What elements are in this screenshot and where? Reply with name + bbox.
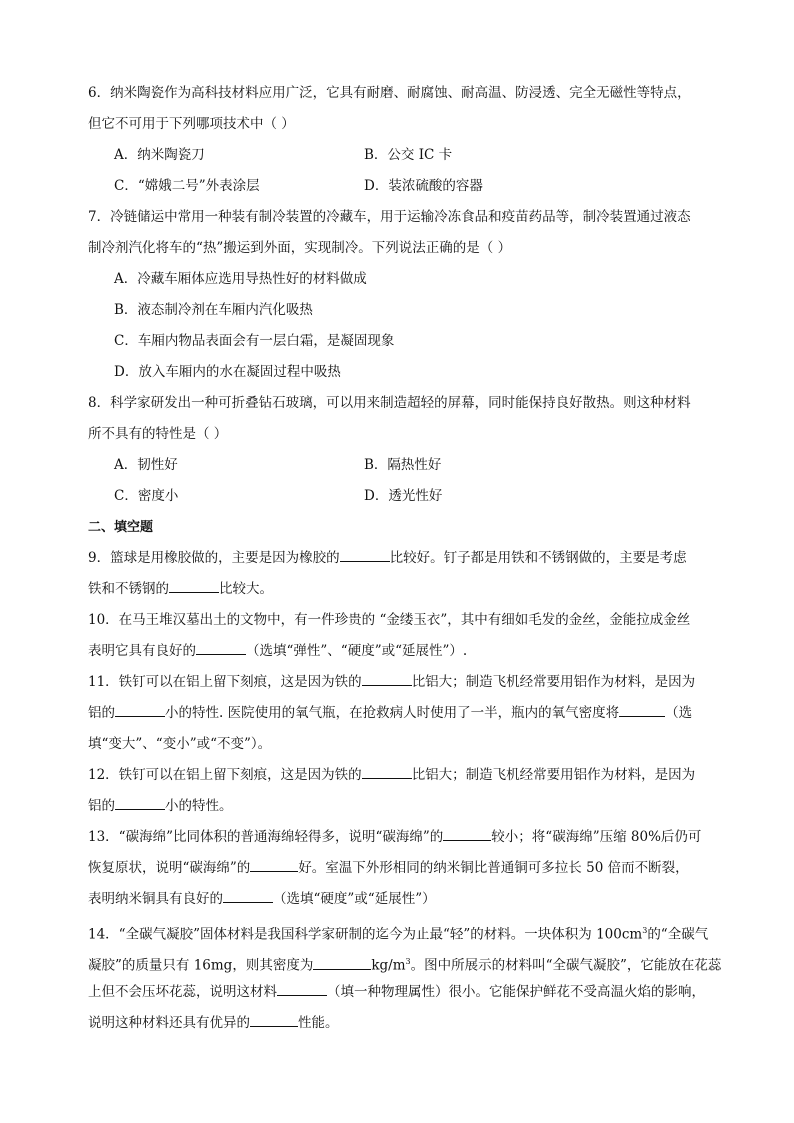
q11-line-1 — [88, 667, 728, 698]
q13-line-2 — [88, 853, 728, 884]
q10-text-2b: （选填“弹性”、“硬度”或“延展性”）. — [246, 643, 468, 659]
answer-blank[interactable] — [340, 546, 390, 562]
q9-text-1a: 9．篮球是用橡胶做的，主要是因为橡胶的 — [88, 550, 340, 566]
answer-blank[interactable] — [196, 639, 246, 655]
q14-text-2b: kg/m — [371, 957, 406, 974]
q8-option-a: A．韧性好 — [114, 457, 178, 473]
q13-text-1b: 较小；将“碳海绵”压缩 80%后仍可 — [491, 829, 702, 845]
q11-text-1a: 11．铁钉可以在铝上留下刻痕，这是因为铁的 — [88, 674, 362, 690]
q7-option-c: C．车厢内物品表面会有一层白霜，是凝固现象 — [114, 333, 395, 349]
q6-option-a: A．纳米陶瓷刀 — [114, 147, 205, 163]
q8-options-row-1 — [88, 450, 728, 481]
q13-line-3 — [88, 884, 728, 915]
q12-text-2a: 铝的 — [88, 798, 115, 814]
q14-text-1a: 14．“全碳气凝胶”固体材料是我国科学家研制的迄今为止最“轻”的材料。一块体积为 100cm — [88, 926, 643, 943]
q14-line-1 — [88, 915, 728, 946]
q6-line-2: 但它不可用于下列哪项技术中（ ） — [88, 116, 295, 132]
q13-line-1 — [88, 822, 728, 853]
section-heading-fill-in: 二、填空题 — [88, 520, 154, 535]
q8-options-row-2 — [88, 481, 728, 512]
q11-text-2c: （选 — [665, 705, 693, 721]
q6-option-d: D．装浓硫酸的容器 — [364, 178, 483, 194]
q7-option-a: A．冷藏车厢体应选用导热性好的材料做成 — [114, 271, 367, 287]
answer-blank[interactable] — [619, 701, 665, 717]
superscript: 3 — [405, 957, 411, 966]
q11-text-1b: 比铝大；制造飞机经常要用铝作为材料，是因为 — [411, 674, 696, 690]
q9-text-2b: 比较大。 — [219, 581, 273, 597]
q12-line-2 — [88, 791, 728, 822]
q14-text-1b: 的“全碳气 — [647, 926, 709, 943]
q9-line-1 — [88, 543, 728, 574]
q6-option-b: B．公交 IC 卡 — [364, 147, 453, 163]
answer-blank[interactable] — [443, 825, 491, 841]
q11-line-2 — [88, 698, 728, 729]
q12-line-1 — [88, 760, 728, 791]
q7-option-d: D．放入车厢内的水在凝固过程中吸热 — [114, 364, 341, 380]
q14-line-4 — [88, 1008, 728, 1039]
answer-blank[interactable] — [223, 887, 273, 903]
q12-text-2b: 小的特性。 — [165, 798, 233, 814]
q11-text-2b: 小的特性. 医院使用的氧气瓶，在抢救病人时使用了一半，瓶内的氧气密度将 — [165, 705, 620, 721]
q11-line-3: 填“变大”、“变小”或“不变”）。 — [88, 736, 272, 752]
answer-blank[interactable] — [313, 954, 371, 970]
q14-text-4a: 说明这种材料还具有优异的 — [88, 1015, 250, 1031]
worksheet-page — [88, 78, 728, 1039]
q9-text-2a: 铁和不锈钢的 — [88, 581, 169, 597]
q8-option-d: D．透光性好 — [364, 488, 443, 504]
q8-line-1: 8．科学家研发出一种可折叠钻石玻璃，可以用来制造超轻的屏幕，同时能保持良好散热。则这种材料 — [88, 395, 691, 411]
answer-blank[interactable] — [277, 980, 327, 996]
q14-text-3b: （填一种物理属性）很小。它能保护鲜花不受高温火焰的影响， — [327, 984, 705, 1000]
q7-line-2: 制冷剂汽化将车的“热”搬运到外面，实现制冷。下列说法正确的是（ ） — [88, 240, 512, 256]
superscript: 3 — [642, 926, 648, 935]
answer-blank[interactable] — [169, 577, 219, 593]
q9-line-2 — [88, 574, 728, 605]
q12-text-1b: 比铝大；制造飞机经常要用铝作为材料，是因为 — [411, 767, 696, 783]
answer-blank[interactable] — [250, 1011, 298, 1027]
q13-text-3a: 表明纳米铜具有良好的 — [88, 891, 223, 907]
answer-blank[interactable] — [250, 856, 298, 872]
answer-blank[interactable] — [362, 670, 412, 686]
q13-text-2a: 恢复原状，说明“碳海绵”的 — [88, 860, 251, 876]
answer-blank[interactable] — [115, 701, 165, 717]
q14-text-4b: 性能。 — [298, 1015, 339, 1031]
q8-line-2: 所不具有的特性是（ ） — [88, 426, 228, 442]
q7-option-b: B．液态制冷剂在车厢内汽化吸热 — [114, 302, 313, 318]
answer-blank[interactable] — [115, 794, 165, 810]
q13-text-1a: 13．“碳海绵”比同体积的普通海绵轻得多，说明“碳海绵”的 — [88, 829, 444, 845]
q14-line-2 — [88, 946, 728, 977]
q6-options-row-2 — [88, 171, 728, 202]
q14-line-3 — [88, 977, 728, 1008]
q10-line-1: 10．在马王堆汉墓出土的文物中，有一件珍贵的 “金缕玉衣”，其中有细如毛发的金丝，金能拉成金丝 — [88, 612, 691, 628]
q11-text-2a: 铝的 — [88, 705, 115, 721]
q14-text-2a: 凝胶”的质量只有 16mg，则其密度为 — [88, 957, 314, 974]
q14-text-2c: 。图中所展示的材料叫“全碳气凝胶”，它能放在花蕊 — [410, 957, 722, 974]
q8-option-c: C．密度小 — [114, 488, 179, 504]
q13-text-3b: （选填“硬度”或“延展性”） — [273, 891, 436, 907]
q7-line-1: 7．冷链储运中常用一种装有制冷装置的冷藏车，用于运输冷冻食品和疫苗药品等，制冷装置通过液态 — [88, 209, 691, 225]
q6-option-c: C．“嫦娥二号”外表涂层 — [114, 178, 260, 194]
q10-text-2a: 表明它具有良好的 — [88, 643, 196, 659]
answer-blank[interactable] — [362, 763, 412, 779]
q10-line-2 — [88, 636, 728, 667]
q6-line-1: 6．纳米陶瓷作为高科技材料应用广泛，它具有耐磨、耐腐蚀、耐高温、防浸透、完全无磁性等特点， — [88, 85, 691, 101]
q9-text-1b: 比较好。钉子都是用铁和不锈钢做的，主要是考虑 — [389, 550, 687, 566]
q6-options-row-1 — [88, 140, 728, 171]
q13-text-2b: 好。室温下外形相同的纳米铜比普通铜可多拉长 50 倍而不断裂， — [298, 860, 689, 876]
q12-text-1a: 12．铁钉可以在铝上留下刻痕，这是因为铁的 — [88, 767, 362, 783]
q14-text-3a: 上但不会压坏花蕊，说明这材料 — [88, 984, 277, 1000]
q8-option-b: B．隔热性好 — [364, 457, 442, 473]
